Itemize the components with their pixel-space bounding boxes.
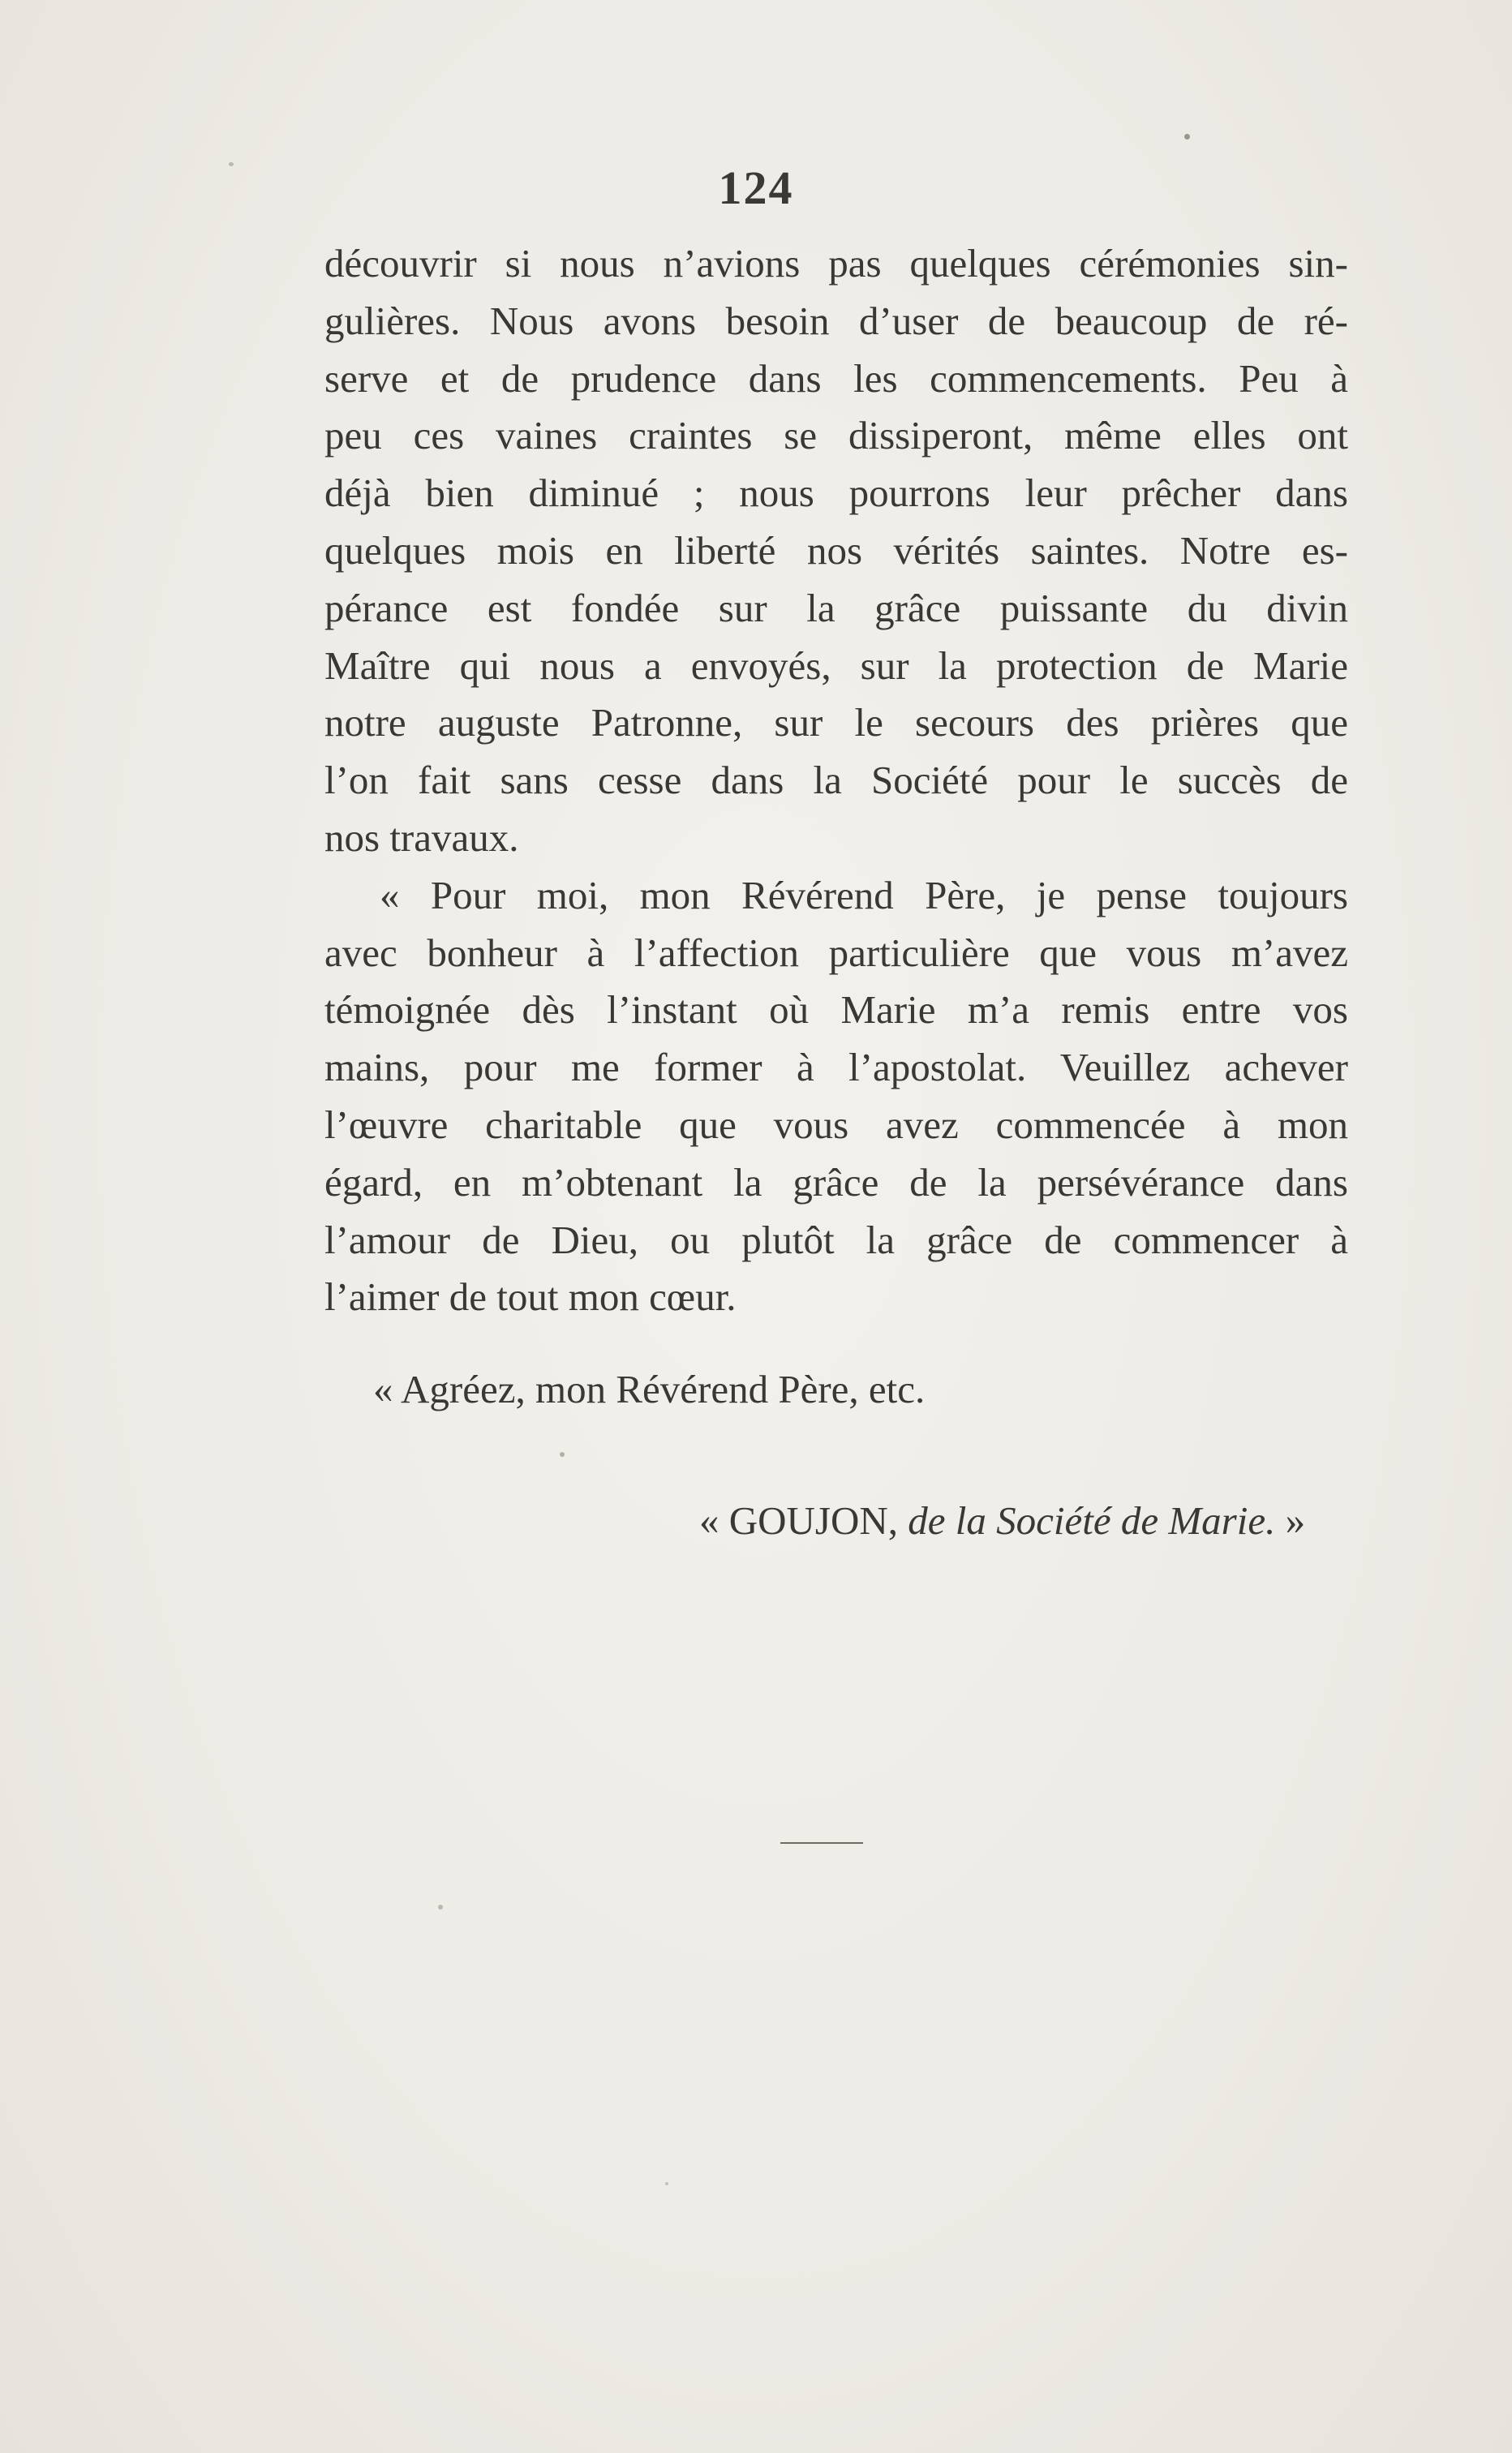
text-line: l’amour de Dieu, ou plutôt la grâce de commencer à: [324, 1217, 1348, 1262]
closing-line: « Agréez, mon Révérend Père, etc.: [373, 1367, 926, 1411]
signature-name: GOUJON: [728, 1498, 888, 1543]
page-number: 124: [718, 161, 794, 214]
signature-affiliation: de la Société de Marie.: [908, 1498, 1276, 1543]
signature-open-quote: «: [699, 1498, 719, 1543]
text-line: nos travaux.: [324, 814, 519, 860]
signature-separator: ,: [887, 1498, 898, 1543]
paper-speck: [229, 162, 234, 166]
text-line: notre auguste Patronne, sur le secours des prières que: [324, 700, 1348, 745]
paper-speck: [560, 1452, 565, 1457]
text-line: découvrir si nous n’avions pas quelques cérémonies sin-: [324, 241, 1348, 286]
text-line: avec bonheur à l’affection particulière que vous m’avez: [324, 930, 1348, 975]
paper-speck: [1184, 134, 1190, 140]
paper-speck: [665, 2182, 668, 2185]
signature-close-quote: »: [1285, 1498, 1306, 1543]
text-line: égard, en m’obtenant la grâce de la persévérance dans: [324, 1159, 1348, 1205]
text-line: « Pour moi, mon Révérend Père, je pense toujours: [380, 872, 1348, 917]
text-line: déjà bien diminué ; nous pourrons leur prêcher dans: [324, 470, 1348, 516]
text-line: peu ces vaines craintes se dissiperont, même elles ont: [324, 413, 1348, 458]
text-line: mains, pour me former à l’apostolat. Veuillez achever: [324, 1045, 1348, 1090]
text-line: Maître qui nous a envoyés, sur la protection de Marie: [324, 642, 1348, 688]
text-line: quelques mois en liberté nos vérités saintes. Notre es-: [324, 527, 1348, 573]
text-line: l’on fait sans cesse dans la Société pour le succès de: [324, 758, 1348, 803]
text-line: pérance est fondée sur la grâce puissante du divin: [324, 585, 1348, 630]
signature: [699, 1493, 1305, 1549]
text-line: l’œuvre charitable que vous avez commencée à mon: [324, 1102, 1348, 1147]
text-line: témoignée dès l’instant où Marie m’a remis entre vos: [324, 987, 1348, 1033]
text-line: l’aimer de tout mon cœur.: [324, 1274, 737, 1320]
body-text: [324, 235, 1348, 1326]
paper-speck: [438, 1905, 443, 1910]
section-divider: [780, 1842, 863, 1844]
text-line: gulières. Nous avons besoin d’user de beaucoup de ré-: [324, 298, 1348, 343]
text-line: serve et de prudence dans les commencements. Peu à: [324, 355, 1348, 401]
